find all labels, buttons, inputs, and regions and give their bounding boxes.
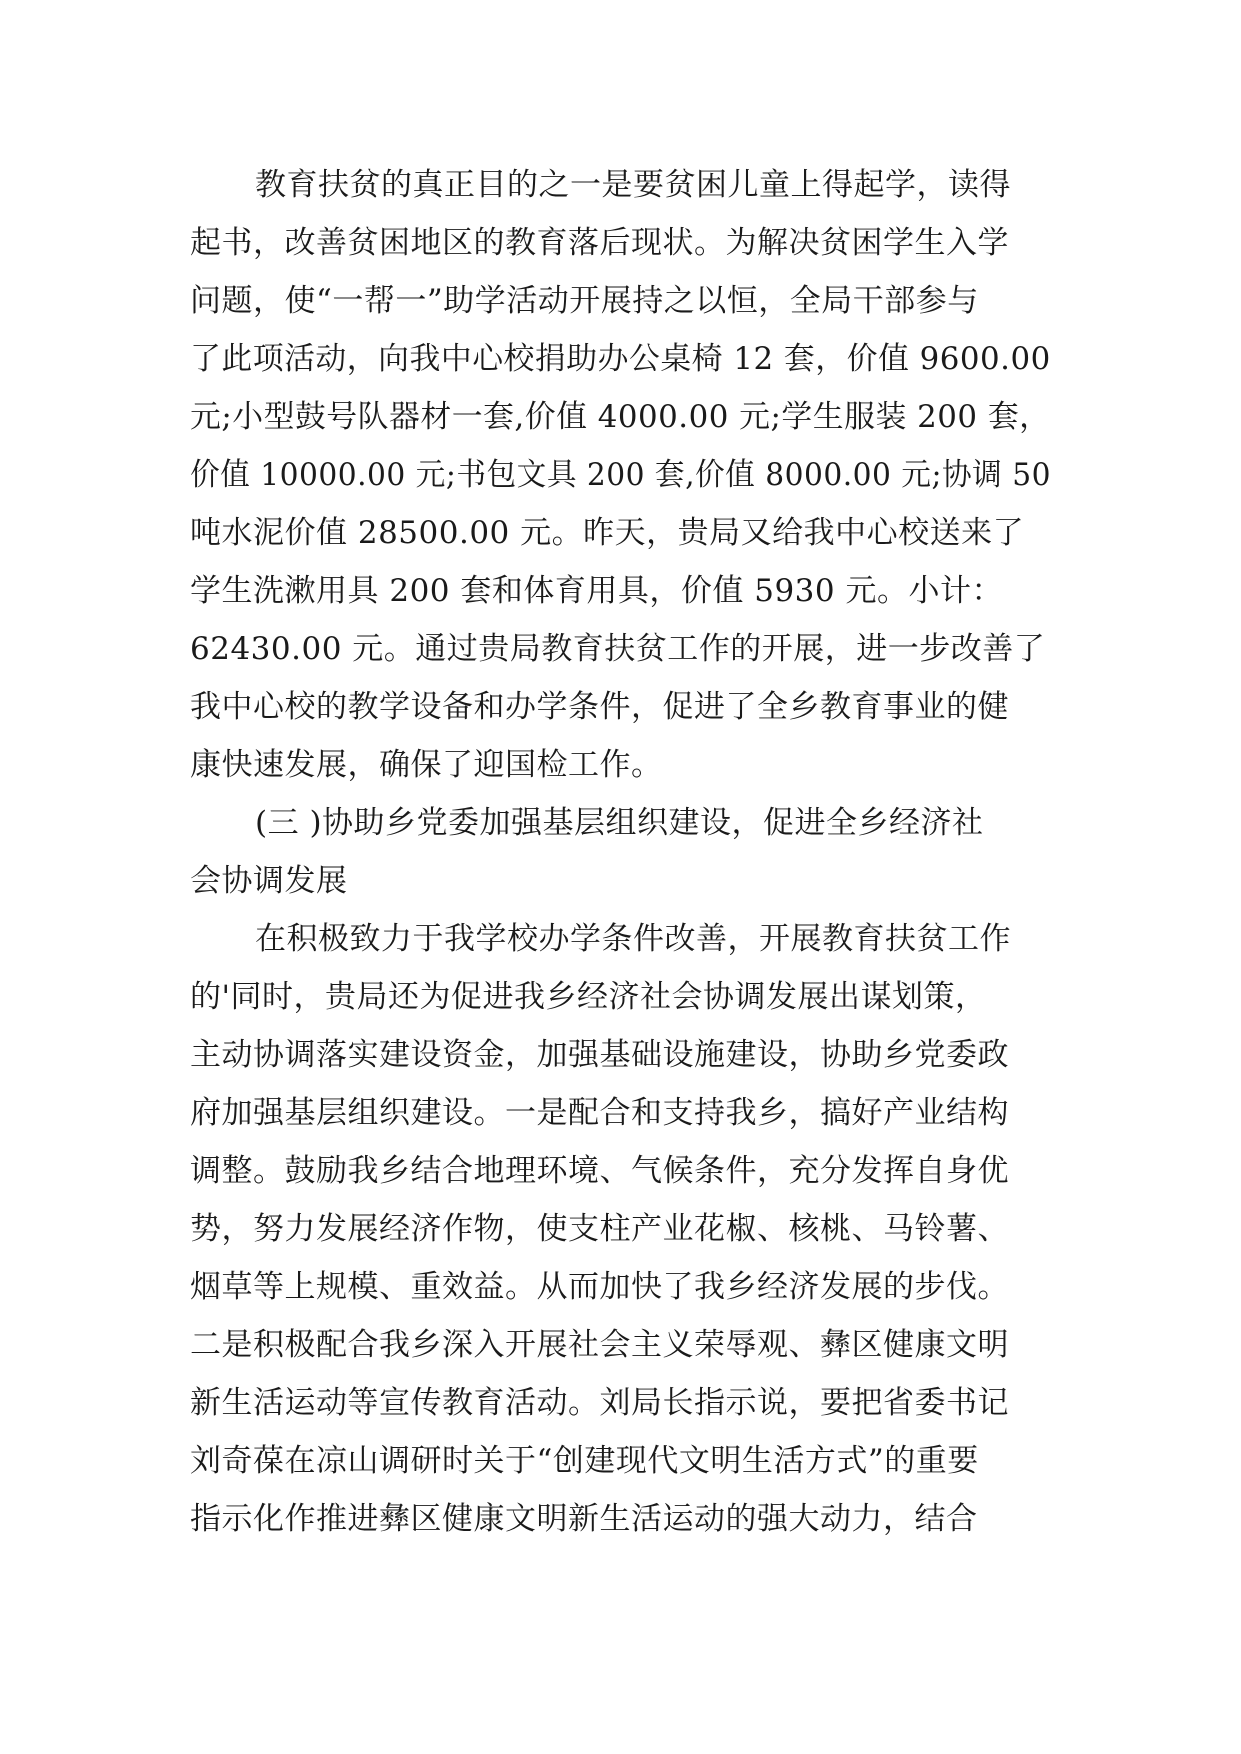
paragraph-line: 调整。鼓励我乡结合地理环境、气候条件，充分发挥自身优 (190, 1153, 1009, 1189)
paragraph-line: 指示化作推进彝区健康文明新生活运动的强大动力，结合 (190, 1501, 978, 1537)
paragraph-line: 62430.00 元。通过贵局教育扶贫工作的开展，进一步改善了 (190, 631, 1046, 667)
paragraph-line: 起书，改善贫困地区的教育落后现状。为解决贫困学生入学 (190, 225, 1009, 261)
section-heading-continued: 会协调发展 (190, 863, 348, 899)
paragraph-line: 的'同时，贵局还为促进我乡经济社会协调发展出谋划策， (190, 979, 987, 1015)
paragraph-line: 吨水泥价值 28500.00 元。昨天，贵局又给我中心校送来了 (190, 515, 1025, 551)
paragraph-line: 在积极致力于我学校办学条件改善，开展教育扶贫工作 (255, 921, 1011, 957)
section-heading: (三 )协助乡党委加强基层组织建设，促进全乡经济社 (255, 805, 984, 841)
paragraph-line: 价值 10000.00 元;书包文具 200 套,价值 8000.00 元;协调 50 (190, 457, 1051, 493)
paragraph-line: 我中心校的教学设备和办学条件，促进了全乡教育事业的健 (190, 689, 1009, 725)
paragraph-line: 府加强基层组织建设。一是配合和支持我乡，搞好产业结构 (190, 1095, 1009, 1131)
paragraph-line: 烟草等上规模、重效益。从而加快了我乡经济发展的步伐。 (190, 1269, 1009, 1305)
paragraph-line: 教育扶贫的真正目的之一是要贫困儿童上得起学，读得 (255, 167, 1011, 203)
paragraph-line: 刘奇葆在凉山调研时关于“创建现代文明生活方式”的重要 (190, 1443, 979, 1479)
paragraph-line: 问题，使“一帮一”助学活动开展持之以恒，全局干部参与 (190, 283, 979, 319)
paragraph-line: 主动协调落实建设资金，加强基础设施建设，协助乡党委政 (190, 1037, 1009, 1073)
paragraph-line: 元;小型鼓号队器材一套,价值 4000.00 元;学生服装 200 套， (190, 399, 1051, 435)
paragraph-line: 二是积极配合我乡深入开展社会主义荣辱观、彝区健康文明 (190, 1327, 1009, 1363)
paragraph-line: 康快速发展，确保了迎国检工作。 (190, 747, 663, 783)
paragraph-line: 学生洗漱用具 200 套和体育用具，价值 5930 元。小计： (190, 573, 1003, 609)
paragraph-line: 新生活运动等宣传教育活动。刘局长指示说，要把省委书记 (190, 1385, 1009, 1421)
paragraph-line: 了此项活动，向我中心校捐助办公桌椅 12 套，价值 9600.00 (190, 341, 1051, 377)
paragraph-line: 势，努力发展经济作物，使支柱产业花椒、核桃、马铃薯、 (190, 1211, 1009, 1247)
